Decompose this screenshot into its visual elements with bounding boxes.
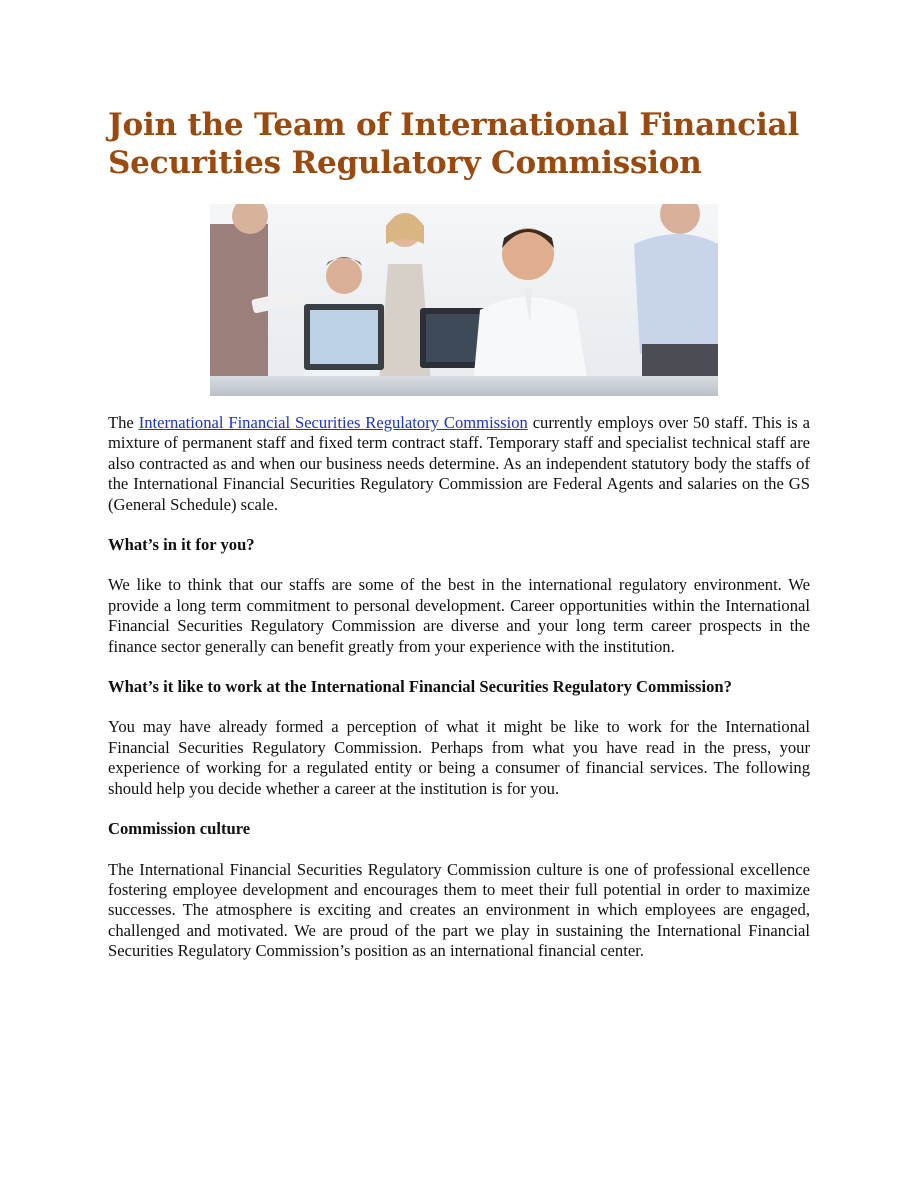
intro-suffix: currently employs over 50 staff. This is a mixture of permanent staff and fixed term contract staff. Temporary staff and specialist technical staff are also contracted as and when our business needs determine. As an independent statutory body the staffs of the International Financial Securities Regulatory Commission are Federal Agents and salaries on the GS (General Schedule) scale. <box>108 413 811 514</box>
section-heading-culture: Commission culture <box>108 819 251 839</box>
intro-paragraph <box>108 413 810 515</box>
page-title: Join the Team of International Financial Securities Regulatory Commission <box>108 107 800 181</box>
section-heading-work-environment: What’s it like to work at the International Financial Securities Regulatory Commission? <box>108 677 732 697</box>
section-text-work-environment: You may have already formed a perception of what it might be like to work for the International Financial Securities Regulatory Commission. Perhaps from what you have read in the press, your experience of working for a regulated entity or being a consumer of financial services. The following should help you decide whether a career at the institution is for you. <box>108 717 810 798</box>
intro-prefix: The <box>108 413 139 432</box>
section-heading-benefits: What’s in it for you? <box>108 535 255 555</box>
team-photo <box>210 204 718 396</box>
section-text-culture: The International Financial Securities Regulatory Commission culture is one of professional excellence fostering employee development and encourages them to meet their full potential in order to maximize successes. The atmosphere is exciting and creates an environment in which employees are engaged, challenged and motivated. We are proud of the part we play in sustaining the International Financial Securities Regulatory Commission’s position as an international financial center. <box>108 859 810 961</box>
section-text-benefits: We like to think that our staffs are some of the best in the international regulatory environment. We provide a long term commitment to personal development. Career opportunities within the International Financial Securities Regulatory Commission are diverse and your long term career prospects in the finance sector generally can benefit greatly from your experience with the institution. <box>108 575 810 656</box>
document-page <box>108 106 810 962</box>
commission-link[interactable]: International Financial Securities Regulatory Commission <box>138 413 528 432</box>
